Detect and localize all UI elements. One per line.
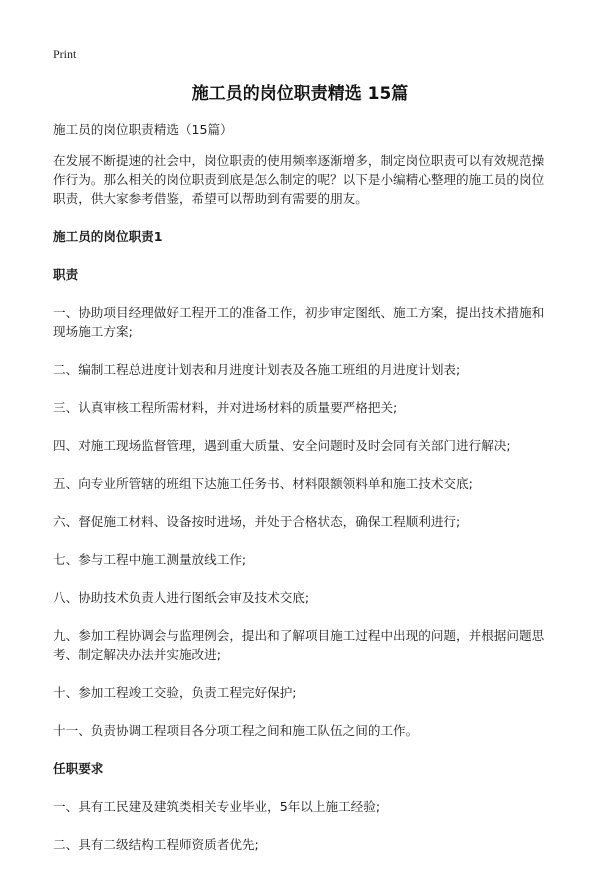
duty-item: 四、对施工现场监督管理，遇到重大质量、安全问题时及时会同有关部门进行解决; (53, 438, 511, 453)
print-link[interactable]: Print (53, 47, 77, 61)
section-title: 施工员的岗位职责1 (53, 229, 163, 244)
duty-item: 十、参加工程竣工交验，负责工程完好保护; (53, 685, 297, 700)
duties-heading: 职责 (53, 267, 79, 282)
duty-item: 十一、负责协调工程项目各分项工程之间和施工队伍之间的工作。 (53, 723, 419, 738)
duty-item: 九、参加工程协调会与监理例会，提出和了解项目施工过程中出现的问题，并根据问题思考、制定解决办法并实施改进; (53, 628, 545, 662)
duty-item: 三、认真审核工程所需材料，并对进场材料的质量要严格把关; (53, 400, 398, 415)
requirement-item: 二、具有二级结构工程师资质者优先; (53, 837, 259, 852)
document-subtitle: 施工员的岗位职责精选（15篇） (53, 122, 233, 137)
duty-item: 六、督促施工材料、设备按时进场，并处于合格状态，确保工程顺利进行; (53, 514, 461, 529)
duty-item: 二、编制工程总进度计划表和月进度计划表及各施工班组的月进度计划表; (53, 362, 461, 377)
page-title: 施工员的岗位职责精选 15篇 (191, 84, 409, 104)
document-body (53, 120, 551, 873)
duty-item: 八、协助技术负责人进行图纸会审及技术交底; (53, 590, 310, 605)
duty-item: 一、协助项目经理做好工程开工的准备工作，初步审定图纸、施工方案，提出技术措施和现场施工方案; (53, 305, 545, 339)
requirement-item: 一、具有工民建及建筑类相关专业毕业，5年以上施工经验; (53, 799, 381, 814)
duty-item: 七、参与工程中施工测量放线工作; (53, 552, 247, 567)
requirements-heading: 任职要求 (53, 761, 104, 776)
intro-paragraph: 在发展不断提速的社会中，岗位职责的使用频率逐渐增多，制定岗位职责可以有效规范操作行为。那么相关的岗位职责到底是怎么制定的呢？以下是小编精心整理的施工员的岗位职责，供大家参考借鉴，希望可以帮助到有需要的朋友。 (53, 153, 545, 206)
duty-item: 五、向专业所管辖的班组下达施工任务书、材料限额领料单和施工技术交底; (53, 476, 473, 491)
